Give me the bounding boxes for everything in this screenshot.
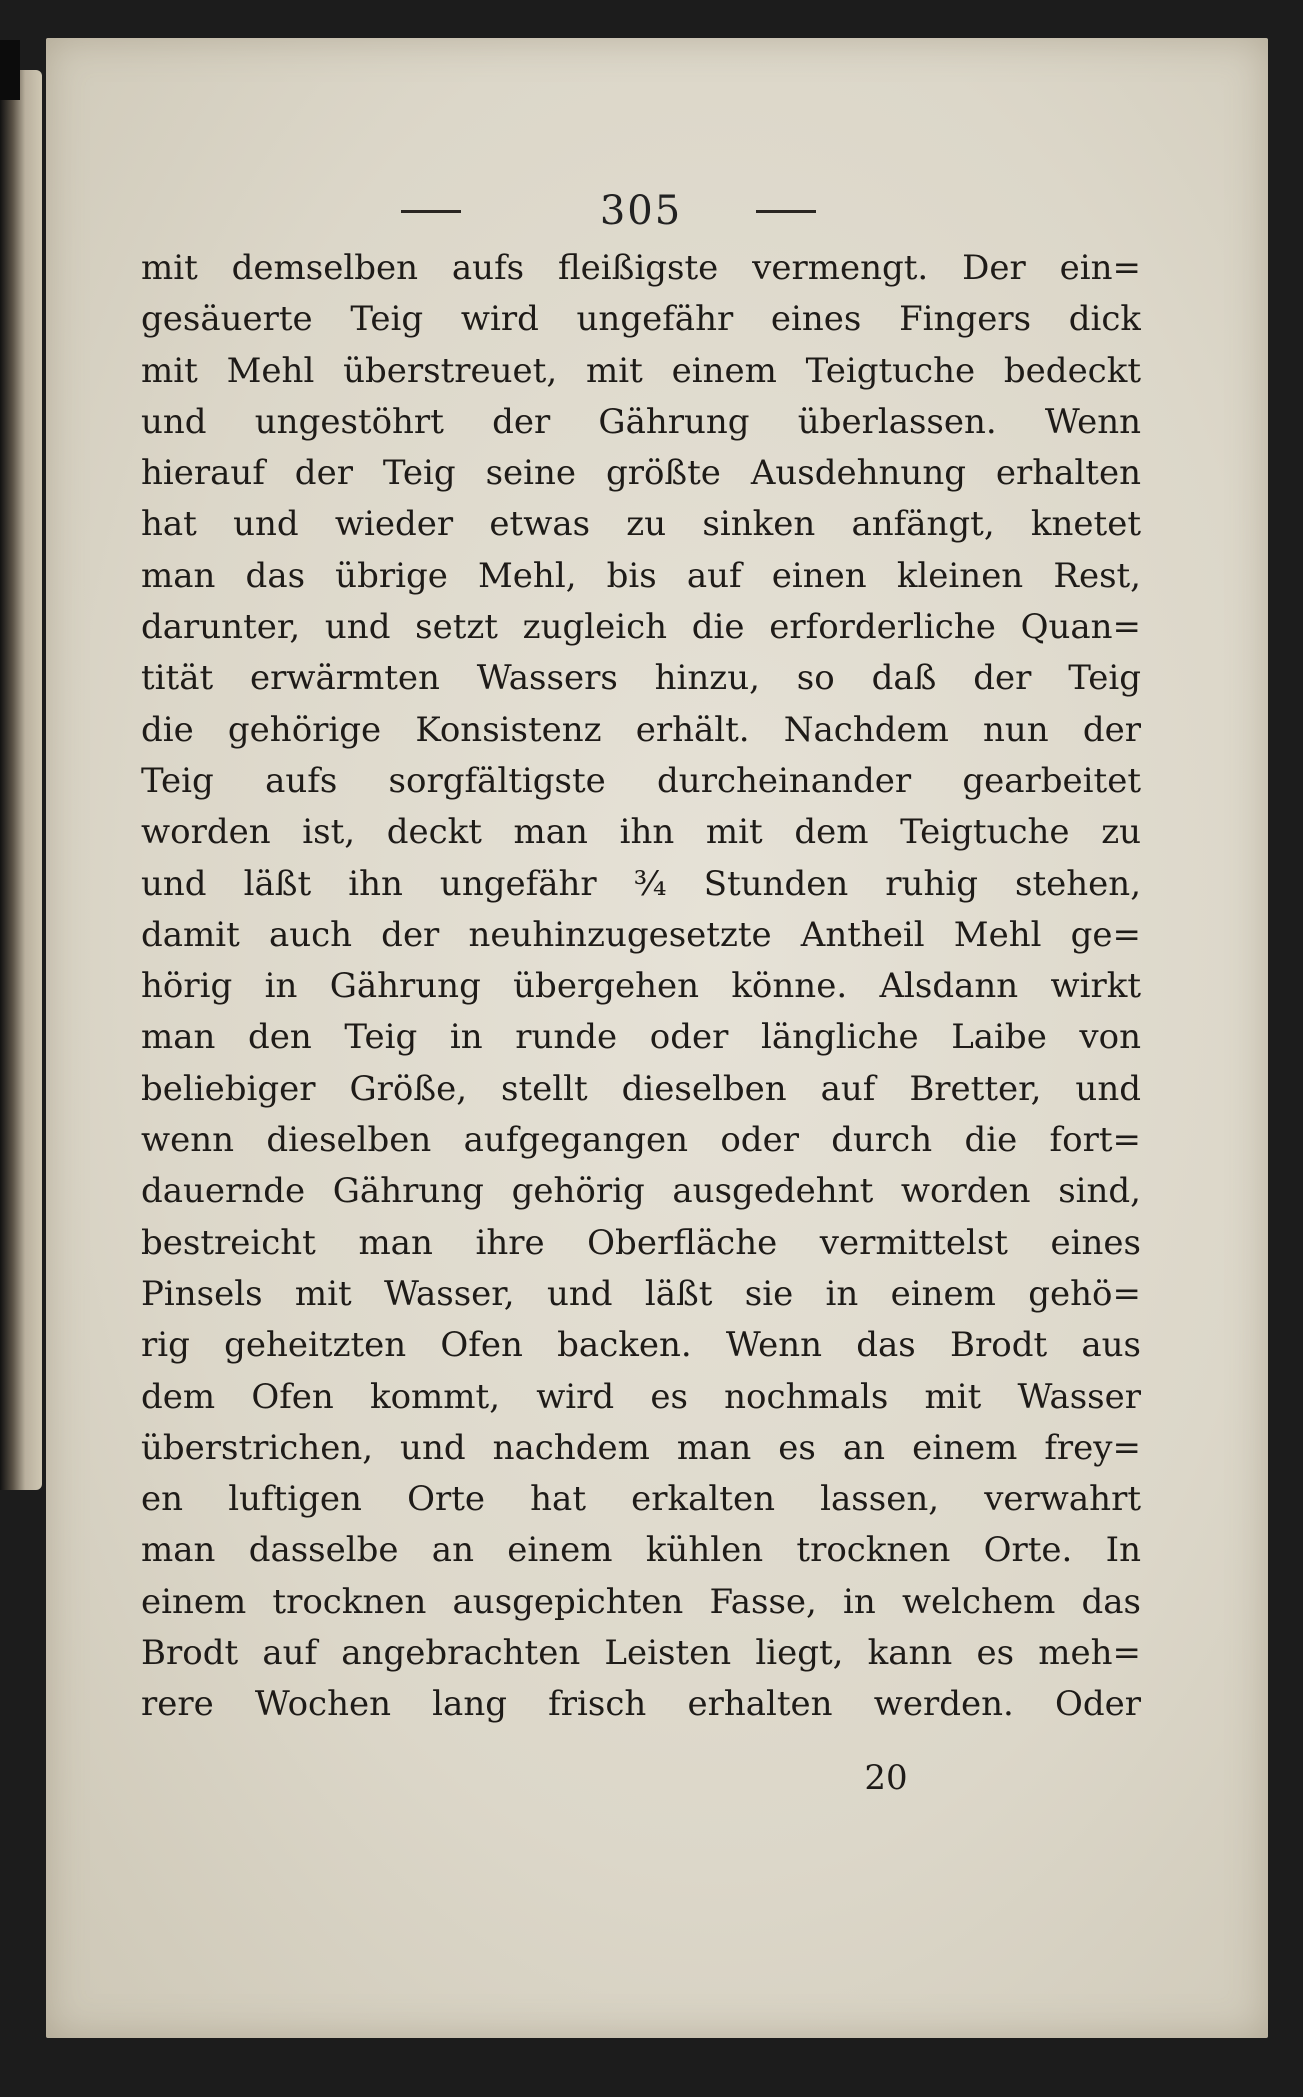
text-line: Teig aufs sorgfältigste durcheinander gearbeitet — [141, 760, 1141, 801]
text-line: hierauf der Teig seine größte Ausdehnung erhalten — [141, 453, 1141, 494]
text-line: darunter, und setzt zugleich die erforderliche Quan= — [141, 607, 1141, 648]
text-line: einem trocknen ausgepichten Fasse, in welchem das — [141, 1581, 1141, 1622]
text-line: mit Mehl überstreuet, mit einem Teigtuche bedeckt — [141, 350, 1141, 391]
text-line: man den Teig in runde oder längliche Laibe von — [141, 1017, 1141, 1058]
text-line: man das übrige Mehl, bis auf einen kleinen Rest, — [141, 555, 1141, 596]
text-line: en luftigen Orte hat erkalten lassen, verwahrt — [141, 1479, 1141, 1520]
text-line: damit auch der neuhinzugesetzte Antheil Mehl ge= — [141, 914, 1141, 955]
text-line: beliebiger Größe, stellt dieselben auf Bretter, und — [141, 1068, 1141, 1109]
book-page — [46, 38, 1268, 2038]
text-line: mit demselben aufs fleißigste vermengt. Der ein= — [141, 248, 1141, 288]
header-dash-right — [756, 210, 816, 213]
text-line: und ungestöhrt der Gährung überlassen. Wenn — [141, 401, 1141, 442]
text-line: rere Wochen lang frisch erhalten werden. Oder — [141, 1684, 1141, 1725]
text-line: gesäuerte Teig wird ungefähr eines Fingers dick — [141, 299, 1141, 340]
text-line: Pinsels mit Wasser, und läßt sie in einem gehö= — [141, 1273, 1141, 1314]
text-line: hörig in Gährung übergehen könne. Alsdann wirkt — [141, 966, 1141, 1007]
binding-shadow — [0, 40, 20, 100]
text-line: die gehörige Konsistenz erhält. Nachdem nun der — [141, 709, 1141, 750]
page-number: 305 — [599, 188, 683, 234]
page-header — [46, 188, 1268, 238]
text-line: wenn dieselben aufgegangen oder durch die fort= — [141, 1120, 1141, 1161]
text-line: tität erwärmten Wassers hinzu, so daß der Teig — [141, 658, 1141, 699]
text-line: hat und wieder etwas zu sinken anfängt, knetet — [141, 504, 1141, 545]
signature-mark: 20 — [864, 1758, 908, 1798]
text-line: bestreicht man ihre Oberfläche vermittelst eines — [141, 1222, 1141, 1263]
text-line: überstrichen, und nachdem man es an einem frey= — [141, 1427, 1141, 1468]
text-line: man dasselbe an einem kühlen trocknen Orte. In — [141, 1530, 1141, 1571]
text-line: und läßt ihn ungefähr ¾ Stunden ruhig stehen, — [141, 863, 1141, 904]
header-dash-left — [401, 210, 461, 213]
text-line: dauernde Gährung gehörig ausgedehnt worden sind, — [141, 1171, 1141, 1212]
book-binding-edge — [0, 70, 42, 1490]
body-text — [141, 243, 1141, 1731]
text-line: rig geheitzten Ofen backen. Wenn das Brodt aus — [141, 1325, 1141, 1366]
text-line: Brodt auf angebrachten Leisten liegt, kann es meh= — [141, 1633, 1141, 1674]
text-line: worden ist, deckt man ihn mit dem Teigtuche zu — [141, 812, 1141, 853]
text-line: dem Ofen kommt, wird es nochmals mit Wasser — [141, 1376, 1141, 1417]
